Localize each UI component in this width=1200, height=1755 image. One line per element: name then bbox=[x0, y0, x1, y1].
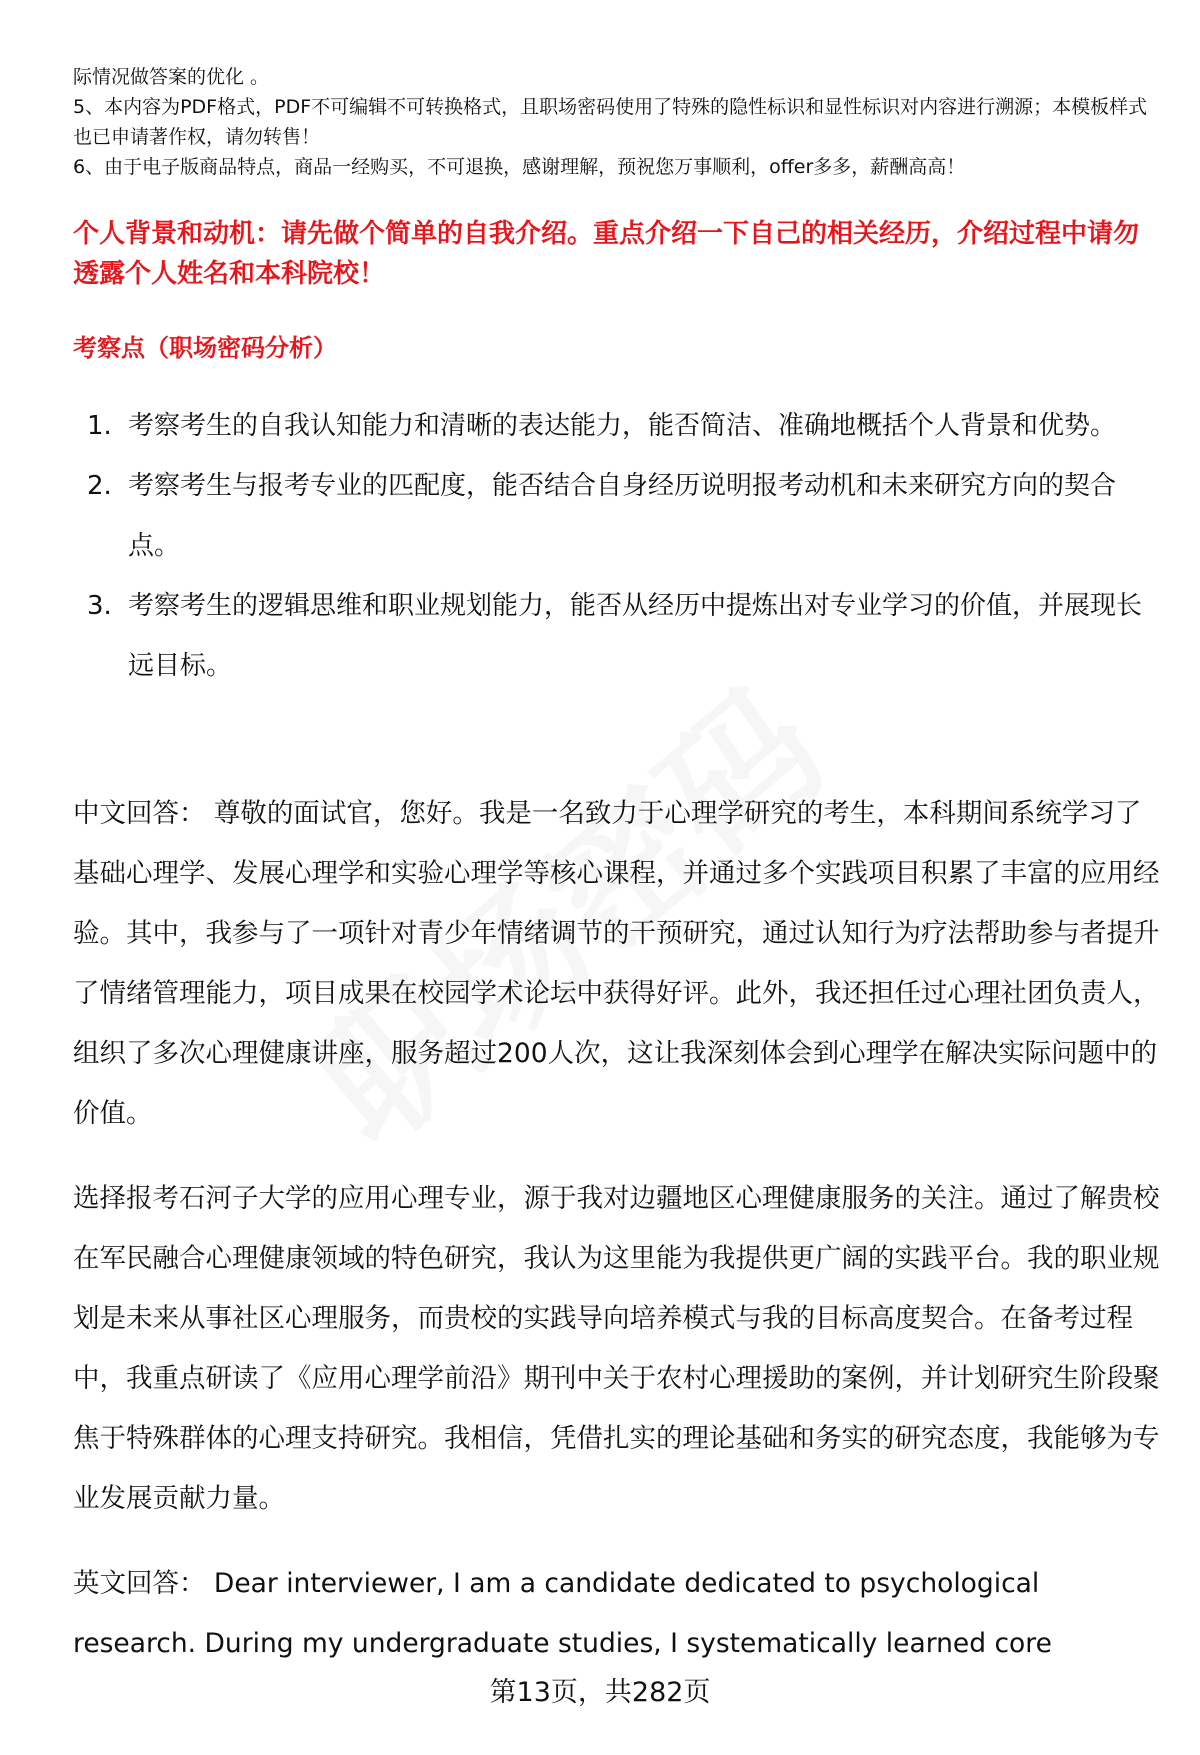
question-heading: 个人背景和动机：请先做个简单的自我介绍。重点介绍一下自己的相关经历，介绍过程中请勿透露个人姓名和本科院校！ bbox=[73, 219, 1140, 289]
list-number: 2. bbox=[87, 471, 112, 501]
notes-block bbox=[73, 62, 1160, 182]
list-text: 考察考生与报考专业的匹配度，能否结合自身经历说明报考动机和未来研究方向的契合点。 bbox=[128, 471, 1117, 561]
analysis-title: 考察点（职场密码分析） bbox=[73, 334, 337, 362]
note-line: 6、由于电子版商品特点，商品一经购买，不可退换，感谢理解，预祝您万事顺利，offer多多，薪酬高高！ bbox=[73, 156, 966, 178]
answer-cn-paragraph-2: 选择报考石河子大学的应用心理专业，源于我对边疆地区心理健康服务的关注。通过了解贵校在军民融合心理健康领域的特色研究，我认为这里能为我提供更广阔的实践平台。我的职业规划是未来从事社区心理服务，而贵校的实践导向培养模式与我的目标高度契合。在备考过程中，我重点研读了《应用心理学前沿》期刊中关于农村心理援助的案例，并计划研究生阶段聚焦于特殊群体的心理支持研究。我相信，凭借扎实的理论基础和务实的研究态度，我能够为专业发展贡献力量。 bbox=[73, 1183, 1160, 1514]
list-number: 1. bbox=[87, 411, 112, 441]
list-item bbox=[73, 396, 1160, 456]
list-text: 考察考生的自我认知能力和清晰的表达能力，能否简洁、准确地概括个人背景和优势。 bbox=[128, 411, 1117, 441]
answer-cn-paragraph-1: 中文回答： 尊敬的面试官，您好。我是一名致力于心理学研究的考生，本科期间系统学习了基础心理学、发展心理学和实验心理学等核心课程，并通过多个实践项目积累了丰富的应用经验。其中，我参与了一项针对青少年情绪调节的干预研究，通过认知行为疗法帮助参与者提升了情绪管理能力，项目成果在校园学术论坛中获得好评。此外，我还担任过心理社团负责人，组织了多次心理健康讲座，服务超过200人次，这让我深刻体会到心理学在解决实际问题中的价值。 bbox=[73, 798, 1160, 1129]
analysis-list bbox=[73, 396, 1160, 696]
page-number: 第13页，共282页 bbox=[489, 1677, 711, 1708]
list-number: 3. bbox=[87, 591, 112, 621]
answer-en-paragraph: 英文回答： Dear interviewer, I am a candidate dedicated to psychological research. During my undergraduate studies, I systematically learned core bbox=[73, 1568, 1052, 1659]
list-item bbox=[73, 576, 1160, 696]
note-line: 际情况做答案的优化 。 bbox=[73, 66, 270, 88]
list-text: 考察考生的逻辑思维和职业规划能力，能否从经历中提炼出对专业学习的价值，并展现长远目标。 bbox=[128, 591, 1143, 681]
list-item bbox=[73, 456, 1160, 576]
note-line: 5、本内容为PDF格式，PDF不可编辑不可转换格式，且职场密码使用了特殊的隐性标识和显性标识对内容进行溯源；本模板样式也已申请著作权，请勿转售！ bbox=[73, 96, 1148, 148]
